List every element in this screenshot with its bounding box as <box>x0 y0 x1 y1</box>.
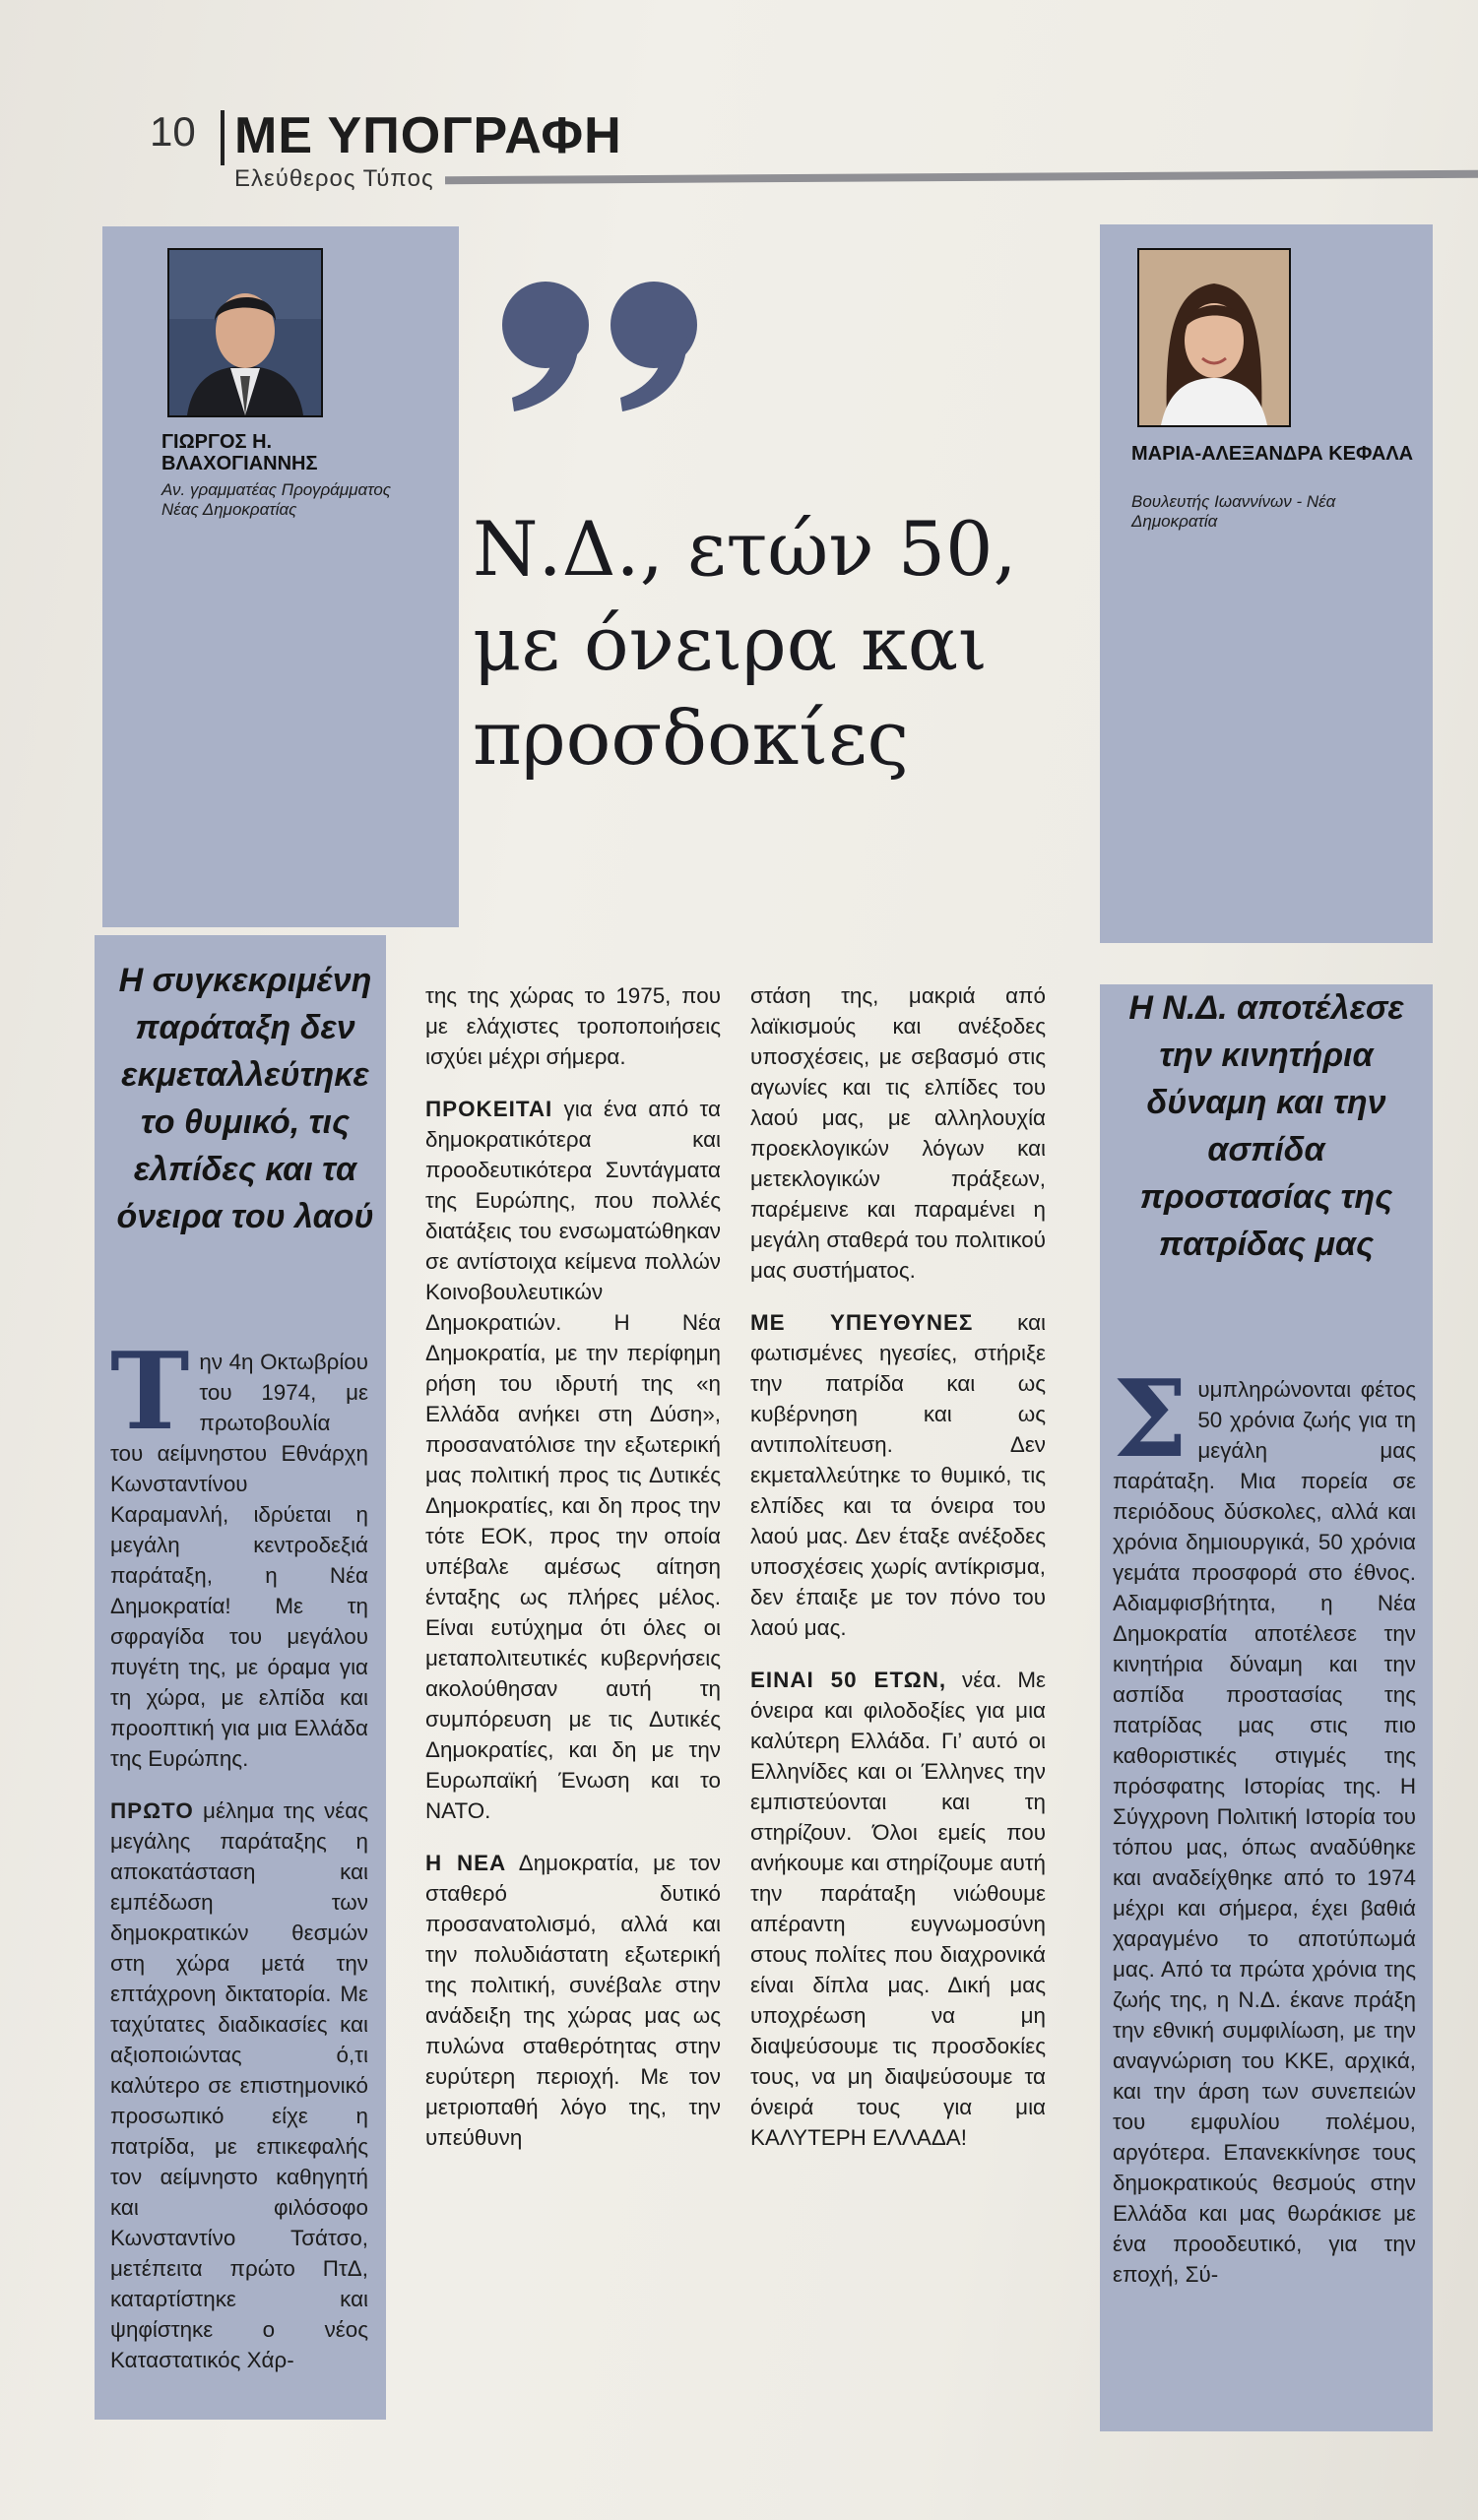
header-rule <box>445 170 1478 184</box>
author-photo-left <box>167 248 323 417</box>
paragraph <box>750 1665 1046 2153</box>
paragraph-text: ην 4η Οκτωβρίου του 1974, με πρωτοβουλία του αείμνηστου Εθνάρχη Κωνσταντίνου Καραμανλή, ιδρύεται η μεγάλη κεντροδεξιά παράταξη, η Νέα Δημοκρατία! Με τη σφραγίδα του μεγάλου πυγέτη της, με όραμα για τη χώρα, με ελπίδα και προοπτική για μια Ελλάδα της Ευρώπης. <box>110 1350 368 1771</box>
header-divider <box>221 110 225 165</box>
paragraph <box>750 1307 1046 1643</box>
paragraph-text: υμπληρώνονται φέτος 50 χρόνια ζωής για τη μεγάλη μας παράταξη. Μια πορεία σε περιόδους δύσκολες, αλλά και χρόνια δημιουργικά, 50 χρόνια γεμάτα προσφορά στο έθνος. Αδιαμφισβήτητα, η Νέα Δημοκρατία αποτέλεσε την κινητήρια δύναμη και την ασπίδα προστασίας της πατρίδας μας στις πιο καθοριστικές στιγμές της πρόσφατης Ιστορίας της. Η Σύγχρονη Πολιτική Ιστορία του τόπου μας, όπως αναδύθηκε και αναδείχθηκε από το 1974 μέχρι και σήμερα, έχει βαθιά χαραγμένο το αποτύπωμά μας. Από τα πρώτα χρόνια της ζωής της, η Ν.Δ. έκανε πράξη την εθνική συμφιλίωση, με την αναγνώριση του ΚΚΕ, αρχικά, και την άρση των συνεπειών του εμφυλίου πολέμου, αργότερα. Επανεκκίνησε τους δημοκρατικούς θεσμούς στην Ελλάδα και μας θωράκισε με ένα προοδευτικό, για την εποχή, Σύ- <box>1113 1377 1416 2287</box>
author-role-left: Αν. γραμματέας Προγράμματος Νέας Δημοκρατίας <box>161 480 392 519</box>
article-left-column-3 <box>750 980 1046 2174</box>
paragraph <box>1113 1357 1416 2290</box>
page-number: 10 <box>150 108 196 155</box>
portrait-icon <box>1139 250 1289 425</box>
paragraph: της της χώρας το 1975, που με ελάχιστες τροποποιήσεις ισχύει μέχρι σήμερα. <box>425 983 721 1069</box>
paragraph-lead: Η ΝΕΑ <box>425 1851 507 1875</box>
paragraph-lead: ΕΙΝΑΙ 50 ΕΤΩΝ, <box>750 1668 947 1692</box>
paragraph-lead: ΠΡΟΚΕΙΤΑΙ <box>425 1097 553 1121</box>
paragraph-lead: ΜΕ ΥΠΕΥΘΥΝΕΣ <box>750 1310 974 1335</box>
drop-cap: Σ <box>1113 1357 1189 1481</box>
paragraph-text: για ένα από τα δημοκρατικότερα και προοδευτικότερα Συντάγματα της Ευρώπης, που πολλές διατάξεις του ενσωματώθηκαν σε αντίστοιχα κείμενα πολλών Κοινοβουλευτικών Δημοκρατιών. Η Νέα Δημοκρατία, με την περίφημη ρήση του ιδρυτή της «η Ελλάδα ανήκει στη Δύση», προσανατόλισε την εξωτερική μας πολιτική προς τις Δυτικές Δημοκρατίες, και δη προς την τότε ΕΟΚ, προς την οποία υπέβαλε αμέσως αίτηση ένταξης ως πλήρες μέλος. Είναι ευτύχημα ότι όλες οι μεταπολιτευτικές κυβερνήσεις ακολούθησαν αυτή τη συμπόρευση με τις Δυτικές Δημοκρατίες, και δη με την Ευρωπαϊκή Ένωση και το ΝΑΤΟ. <box>425 1097 721 1823</box>
newspaper-name: Ελεύθερος Τύπος <box>234 165 434 192</box>
paragraph <box>110 1330 368 1774</box>
quote-mark-icon <box>484 262 721 419</box>
author-box-left <box>102 226 459 927</box>
author-name-right: ΜΑΡΙΑ-ΑΛΕΞΑΝΔΡΑ ΚΕΦΑΛΑ <box>1131 443 1414 465</box>
article-left-column-2 <box>425 980 721 2174</box>
headline: Ν.Δ., ετών 50, με όνειρα και προσδοκίες <box>473 505 1017 782</box>
article-left-column-1 <box>110 1330 368 2397</box>
paragraph-text: νέα. Με όνειρα και φιλοδοξίες για μια καλύτερη Ελλάδα. Γι’ αυτό οι Ελληνίδες και οι Έλληνες την εμπιστεύονται και τη στηρίζουν. Όλοι εμείς που ανήκουμε και στηρίζουμε αυτή την παράταξη νιώθουμε απέραντη ευγνωμοσύνη στους πολίτες που διαχρονικά είναι δίπλα μας. Δική μας υποχρέωση να μη διαψεύσουμε τις προσδοκίες τους, να μη διαψεύσουμε τα όνειρά τους για μια ΚΑΛΥΤΕΡΗ ΕΛΛΑΔΑ! <box>750 1668 1046 2150</box>
portrait-icon <box>169 250 321 415</box>
paragraph-text: Δημοκρατία, με τον σταθερό δυτικό προσανατολισμό, αλλά και την πολυδιάστατη εξωτερική της πολιτική, συνέβαλε στην ανάδειξη της χώρας μας ως πυλώνα σταθερότητας στην ευρύτερη περιοχή. Με τον μετριοπαθή λόγο της, την υπεύθυνη <box>425 1851 722 2150</box>
drop-cap: Τ <box>110 1330 190 1454</box>
pull-quote-right: Η Ν.Δ. αποτέλεσε την κινητήρια δύναμη και την ασπίδα προστασίας της πατρίδας μας <box>1128 989 1404 1263</box>
author-name-left: ΓΙΩΡΓΟΣ Η. ΒΛΑΧΟΓΙΑΝΝΗΣ <box>161 431 318 474</box>
author-role-right: Βουλευτής Ιωαννίνων - Νέα Δημοκρατία <box>1131 492 1336 531</box>
paragraph <box>425 1848 721 2153</box>
paragraph <box>425 1094 721 1826</box>
section-title: ΜΕ ΥΠΟΓΡΑΦΗ <box>234 107 622 164</box>
author-box-right <box>1100 224 1433 943</box>
article-right-column <box>1113 1357 1416 2311</box>
paragraph-text: μέλημα της νέας μεγάλης παράταξης η αποκατάσταση και εμπέδωση των δημοκρατικών θεσμών στη χώρα μετά την επτάχρονη δικτατορία. Με ταχύτατες διαδικασίες και αξιοποιώντας ό,τι καλύτερο σε επιστημονικό προσωπικό είχε η πατρίδα, με επικεφαλής τον αείμνηστο καθηγητή και φιλόσοφο Κωνσταντίνο Τσάτσο, μετέπειτα πρώτο ΠτΔ, καταρτίστηκε και ψηφίστηκε ο νέος Καταστατικός Χάρ- <box>110 1798 368 2372</box>
paragraph-lead: ΠΡΩΤΟ <box>110 1798 194 1823</box>
paragraph: στάση της, μακριά από λαϊκισμούς και ανέξοδες υποσχέσεις, με σεβασμό στις αγωνίες και τις ελπίδες του λαού μας, με αλληλουχία προεκλογικών λόγων και μετεκλογικών πράξεων, παρέμεινε και παραμένει η μεγάλη σταθερά του πολιτικού μας συστήματος. <box>750 983 1046 1283</box>
paragraph <box>110 1796 368 2375</box>
author-photo-right <box>1137 248 1291 427</box>
pull-quote-left: Η συγκεκριμένη παράταξη δεν εκμεταλλεύτηκε το θυμικό, τις ελπίδες και τα όνειρα του λαού <box>116 962 374 1235</box>
paragraph-text: και φωτισμένες ηγεσίες, στήριξε την πατρίδα και ως κυβέρνηση και ως αντιπολίτευση. Δεν εκμεταλλεύτηκε το θυμικό, τις ελπίδες και τα όνειρα του λαού μας. Δεν έταξε ανέξοδες υποσχέσεις χωρίς αντίκρισμα, δεν έπαιξε με τον πόνο του λαού μας. <box>750 1310 1047 1640</box>
